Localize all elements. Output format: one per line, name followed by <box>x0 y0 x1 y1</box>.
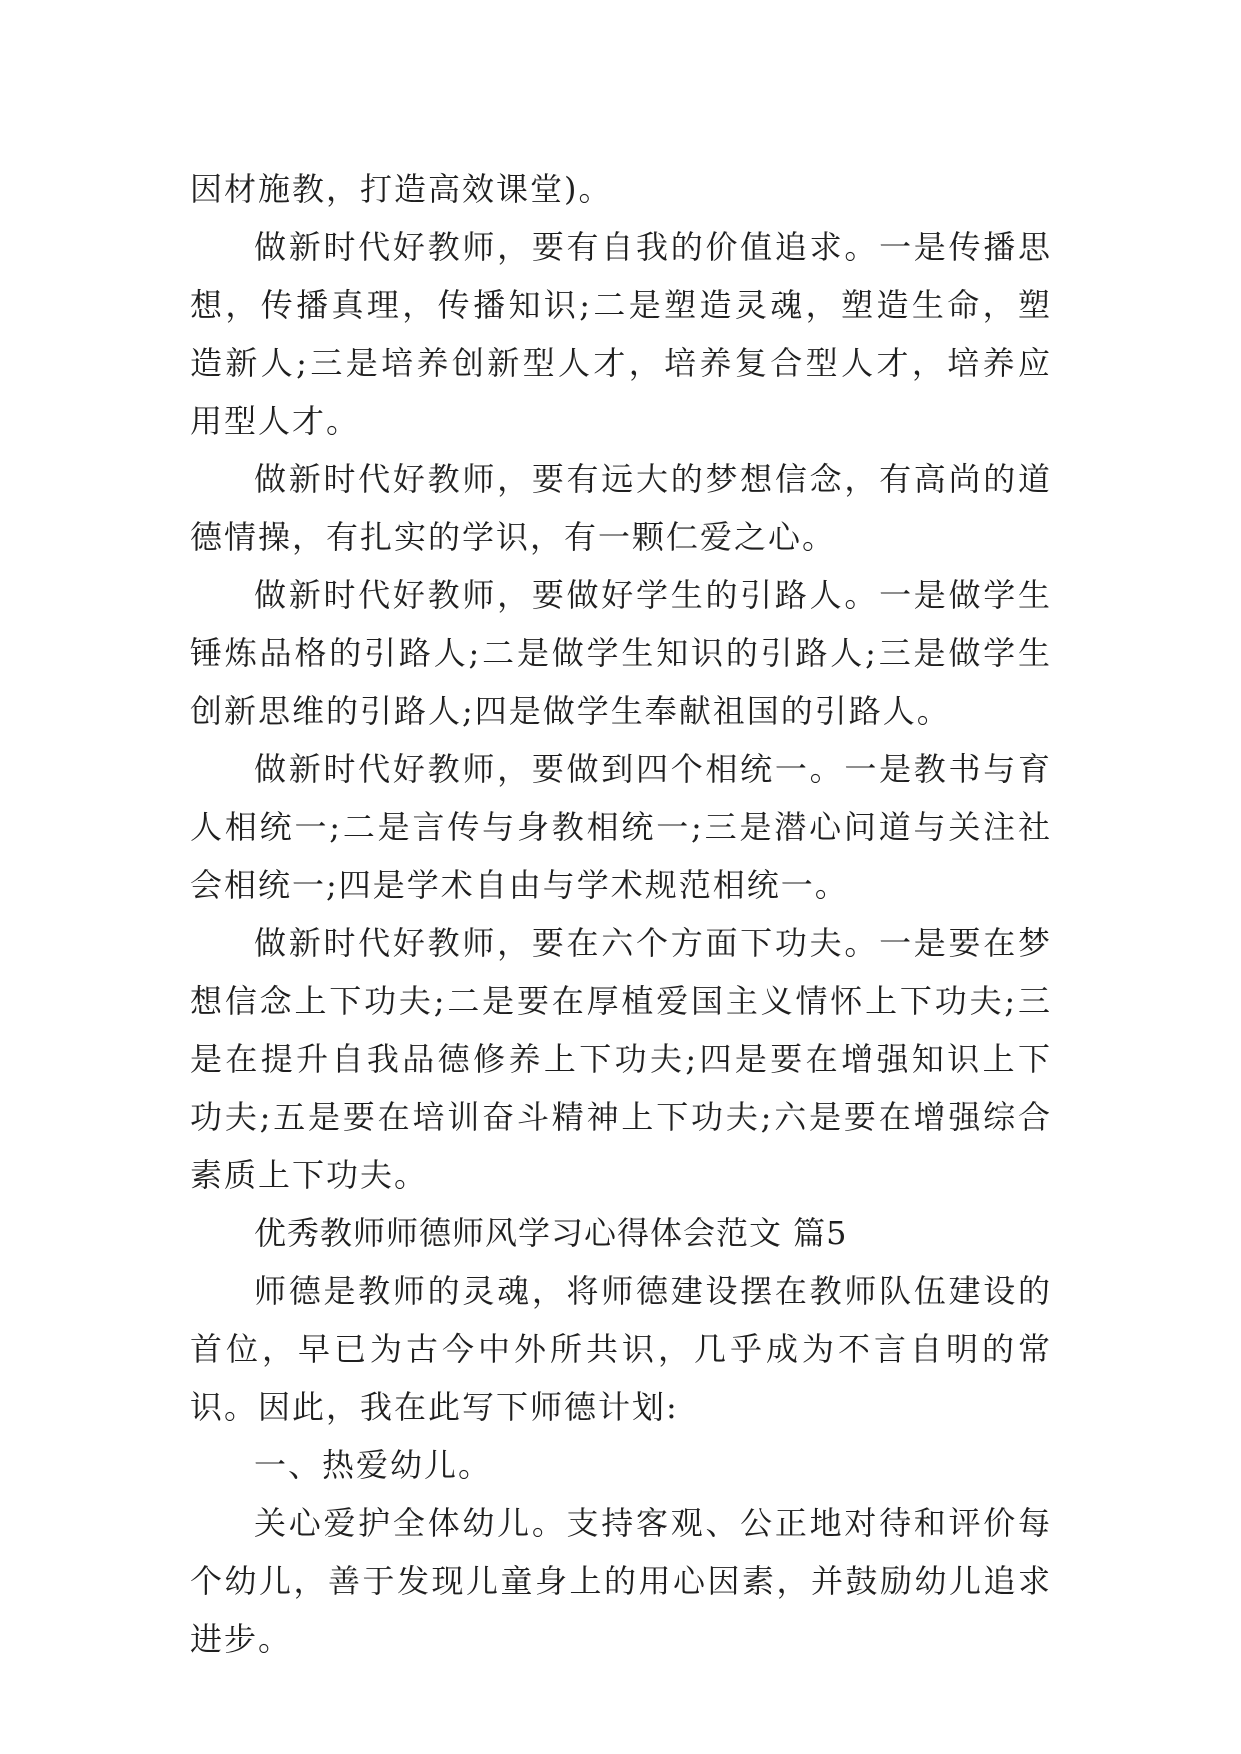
paragraph-care-children: 关心爱护全体幼儿。支持客观、公正地对待和评价每个幼儿，善于发现儿童身上的用心因素，并鼓励幼儿追求进步。 <box>190 1504 1052 1658</box>
paragraph-student-guide: 做新时代好教师，要做好学生的引路人。一是做学生锤炼品格的引路人;二是做学生知识的引路人;三是做学生创新思维的引路人;四是做学生奉献祖国的引路人。 <box>190 576 1052 730</box>
list-item-love-children: 一、热爱幼儿。 <box>254 1446 493 1484</box>
paragraph-teacher-ethics: 师德是教师的灵魂，将师德建设摆在教师队伍建设的首位，早已为古今中外所共识，几乎成为不言自明的常识。因此，我在此写下师德计划: <box>190 1272 1052 1426</box>
section-heading: 优秀教师师德师风学习心得体会范文 篇5 <box>254 1214 848 1252</box>
paragraph-ideals-beliefs: 做新时代好教师，要有远大的梦想信念，有高尚的道德情操，有扎实的学识，有一颗仁爱之心。 <box>190 460 1052 556</box>
paragraph-four-unities: 做新时代好教师，要做到四个相统一。一是教书与育人相统一;二是言传与身教相统一;三是潜心问道与关注社会相统一;四是学术自由与学术规范相统一。 <box>190 750 1052 904</box>
paragraph-continuation: 因材施教，打造高效课堂)。 <box>190 170 613 208</box>
document-body <box>190 160 1052 1668</box>
paragraph-value-pursuit: 做新时代好教师，要有自我的价值追求。一是传播思想，传播真理，传播知识;二是塑造灵魂，塑造生命，塑造新人;三是培养创新型人才，培养复合型人才，培养应用型人才。 <box>190 228 1052 440</box>
paragraph-six-efforts: 做新时代好教师，要在六个方面下功夫。一是要在梦想信念上下功夫;二是要在厚植爱国主义情怀上下功夫;三是在提升自我品德修养上下功夫;四是要在增强知识上下功夫;五是要在培训奋斗精神上下功夫;六是要在增强综合素质上下功夫。 <box>190 924 1052 1194</box>
